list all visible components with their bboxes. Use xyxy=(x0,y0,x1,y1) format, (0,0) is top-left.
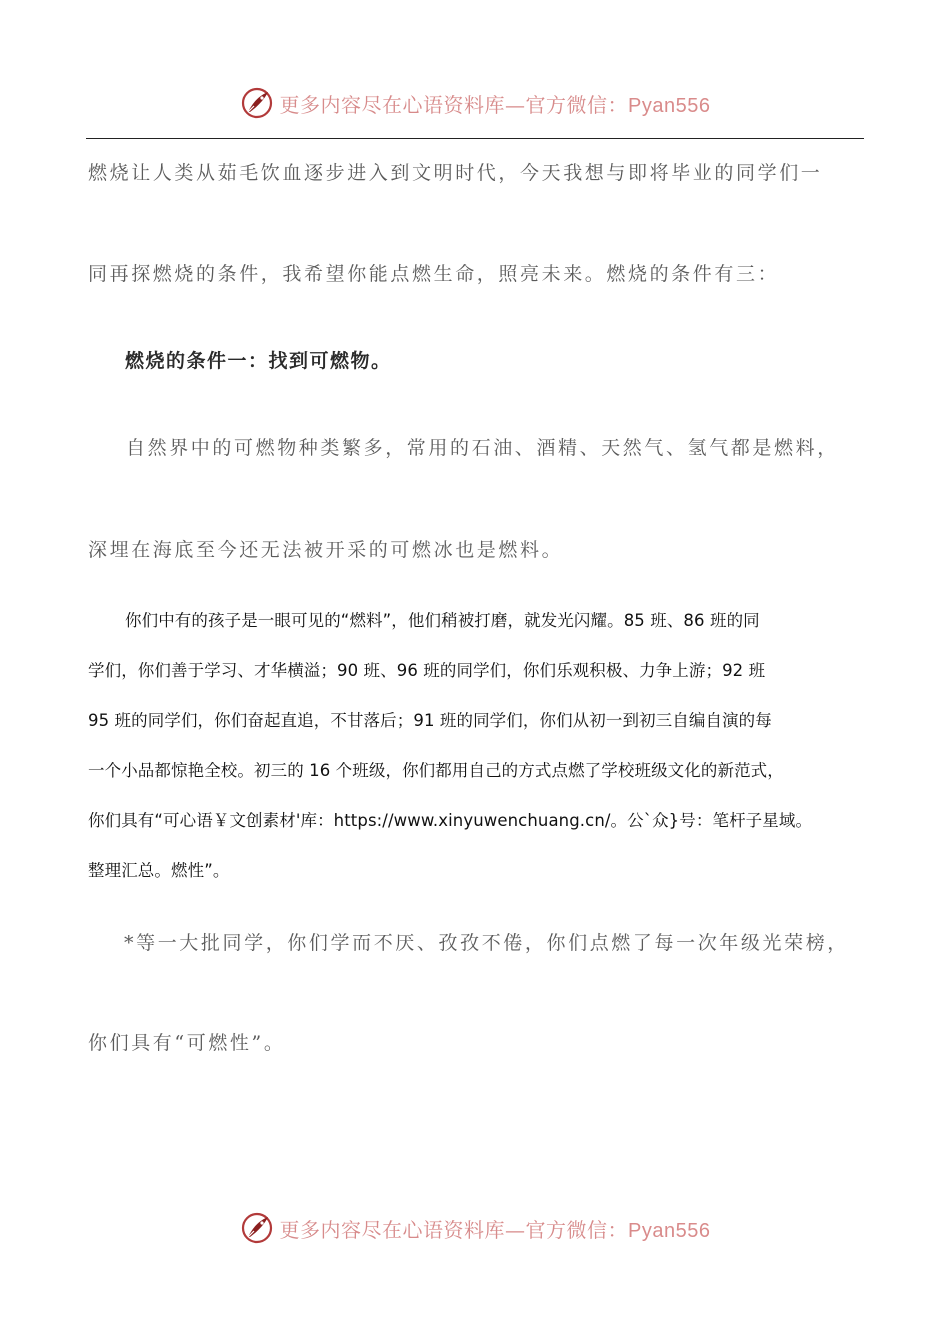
body-line-3: 95 班的同学们，你们奋起直追，不甘落后；91 班的同学们，你们从初一到初三自编自演的每 xyxy=(88,711,772,730)
section-heading: 燃烧的条件一：找到可燃物。 xyxy=(125,350,392,372)
quill-pen-logo-icon xyxy=(240,1211,274,1245)
watermark-text-latin: Pyan556 xyxy=(628,94,711,117)
body-line-6: 整理汇总。燃性”。 xyxy=(88,861,230,880)
header-watermark xyxy=(0,86,950,120)
body-line-2: 学们，你们善于学习、才华横溢；90 班、96 班的同学们，你们乐观积极、力争上游；92 班 xyxy=(88,661,766,680)
paragraph-2: 同再探燃烧的条件，我希望你能点燃生命，照亮未来。燃烧的条件有三： xyxy=(88,263,780,285)
quill-pen-logo-icon xyxy=(240,86,274,120)
paragraph-5: *等一大批同学，你们学而不厌、孜孜不倦，你们点燃了每一次年级光荣榜， xyxy=(124,932,849,954)
paragraph-6: 你们具有“可燃性”。 xyxy=(88,1032,286,1054)
watermark-text-cn: 更多内容尽在心语资料库—官方微信： xyxy=(279,92,629,117)
body-line-1: 你们中有的孩子是一眼可见的“燃料”，他们稍被打磨，就发光闪耀。85 班、86 班的同 xyxy=(125,611,760,630)
header-divider xyxy=(86,138,864,139)
body-line-4: 一个小品都惊艳全校。初三的 16 个班级，你们都用自己的方式点燃了学校班级文化的新范式， xyxy=(88,761,784,780)
paragraph-1: 燃烧让人类从茹毛饮血逐步进入到文明时代，今天我想与即将毕业的同学们一 xyxy=(88,162,823,184)
body-line-5: 你们具有“可心语￥文创素材'库：https://www.xinyuwenchuang.cn/。公`众}号：笔杆子星域。 xyxy=(88,811,813,830)
paragraph-4: 深埋在海底至今还无法被开采的可燃冰也是燃料。 xyxy=(88,539,564,561)
footer-watermark xyxy=(0,1211,950,1245)
watermark-text-latin: Pyan556 xyxy=(628,1219,711,1242)
watermark-text-cn: 更多内容尽在心语资料库—官方微信： xyxy=(279,1217,629,1242)
paragraph-3: 自然界中的可燃物种类繁多，常用的石油、酒精、天然气、氢气都是燃料， xyxy=(126,437,839,459)
